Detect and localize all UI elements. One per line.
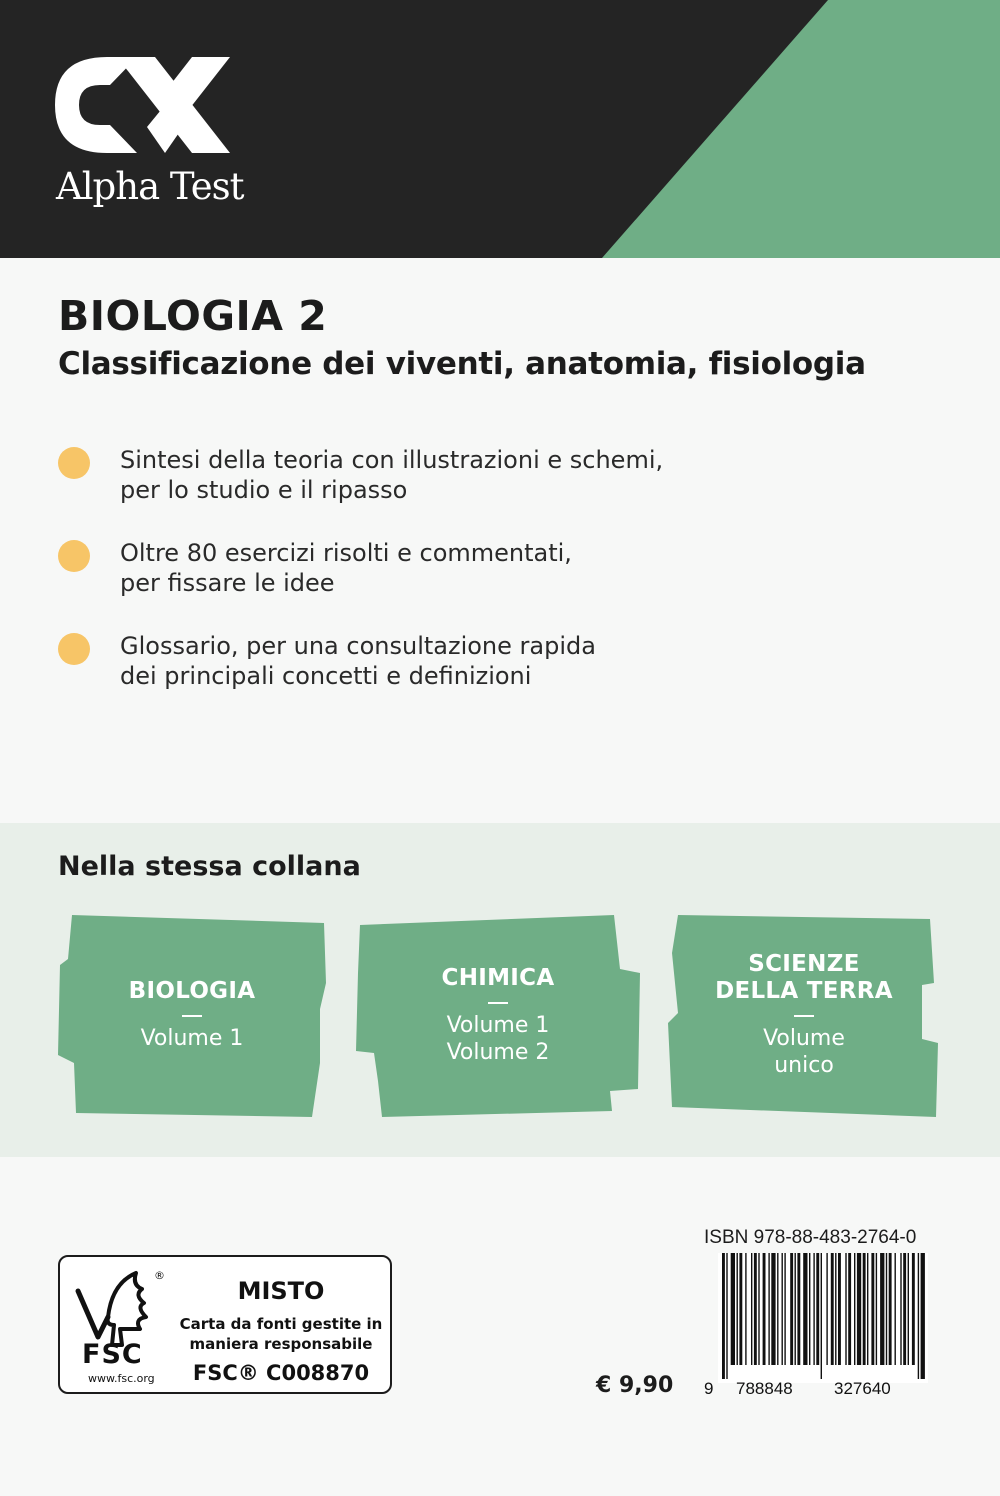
barcode-bar <box>912 1253 915 1365</box>
barcode-bar <box>895 1253 896 1365</box>
book-title: BIOLOGIA 2 <box>58 292 328 340</box>
barcode-bar <box>863 1253 866 1365</box>
card-volume: Volume 2 <box>446 1039 550 1065</box>
barcode-bar <box>809 1253 810 1365</box>
barcode-bar <box>751 1253 752 1365</box>
barcode-digit-first: 9 <box>704 1379 714 1398</box>
barcode-bar <box>831 1253 834 1365</box>
feature-item <box>58 538 758 598</box>
feature-text: dei principali concetti e definizioni <box>120 662 532 690</box>
card-title: SCIENZE <box>748 951 860 977</box>
barcode-bar <box>803 1253 807 1365</box>
barcode-bar <box>726 1253 727 1379</box>
barcode-bar <box>848 1253 851 1365</box>
barcode-bars <box>718 1253 928 1379</box>
barcode-bar <box>816 1253 819 1365</box>
bullet-dot-icon <box>58 540 90 572</box>
barcode-bar <box>737 1253 738 1365</box>
series-card-scienze <box>668 913 940 1117</box>
barcode-bar <box>763 1253 766 1365</box>
barcode-bar <box>880 1253 884 1365</box>
barcode-bar <box>857 1253 861 1365</box>
card-volume: unico <box>774 1053 834 1078</box>
fsc-misto: MISTO <box>237 1277 325 1305</box>
barcode-bar <box>826 1253 827 1365</box>
card-volume: Volume <box>763 1026 845 1051</box>
fsc-code: FSC® C008870 <box>192 1361 370 1385</box>
barcode-bar <box>918 1253 919 1379</box>
barcode-bar <box>886 1253 887 1365</box>
fsc-url: www.fsc.org <box>88 1372 155 1385</box>
barcode-bar <box>784 1253 785 1365</box>
barcode-bar <box>867 1253 868 1365</box>
barcode-bar <box>768 1253 769 1365</box>
fsc-description-line: maniera responsabile <box>189 1335 373 1353</box>
barcode-bar <box>821 1253 822 1379</box>
feature-text: Sintesi della teoria con illustrazioni e schemi, <box>120 446 664 474</box>
barcode-bar <box>758 1253 759 1365</box>
feature-text: per fissare le idee <box>120 569 335 597</box>
barcode-bar <box>921 1253 925 1379</box>
book-subtitle: Classificazione dei viventi, anatomia, fisiologia <box>58 346 866 382</box>
barcode-bar <box>777 1253 778 1365</box>
fsc-label <box>58 1255 392 1394</box>
fsc-description <box>177 1314 385 1354</box>
cover-header <box>0 0 1000 258</box>
barcode-bar <box>813 1253 814 1365</box>
brand-name: Alpha Test <box>56 165 244 208</box>
feature-item <box>58 631 758 691</box>
barcode-bar <box>790 1253 793 1365</box>
bullet-dot-icon <box>58 447 90 479</box>
bullet-dot-icon <box>58 633 90 665</box>
barcode-bar <box>845 1253 846 1365</box>
barcode-bar <box>889 1253 892 1365</box>
registered-mark: ® <box>154 1269 165 1282</box>
alpha-test-logo-icon <box>55 55 230 155</box>
isbn-label: ISBN 978-88-483-2764-0 <box>704 1227 917 1248</box>
fsc-text: FSC <box>82 1339 143 1370</box>
barcode-digits-left: 788848 <box>736 1379 793 1398</box>
barcode-bar <box>745 1253 746 1365</box>
feature-list <box>58 445 758 724</box>
barcode-bar <box>900 1253 901 1365</box>
series-card-biologia <box>58 913 326 1117</box>
barcode-digits-right: 327640 <box>834 1379 891 1398</box>
card-divider <box>488 1002 508 1004</box>
barcode <box>718 1253 928 1383</box>
barcode-bar <box>731 1253 735 1365</box>
card-volume: Volume 1 <box>446 1012 550 1038</box>
card-divider <box>794 1015 814 1017</box>
card-title: CHIMICA <box>441 964 555 991</box>
barcode-bar <box>739 1253 742 1365</box>
barcode-bar <box>771 1253 775 1365</box>
fsc-description-line: Carta da fonti gestite in <box>179 1315 383 1333</box>
series-section <box>0 823 1000 1157</box>
feature-text: Glossario, per una consultazione rapida <box>120 632 596 660</box>
series-card-chimica <box>356 913 640 1117</box>
series-title: Nella stessa collana <box>58 851 361 882</box>
barcode-bar <box>903 1253 906 1365</box>
feature-text: Oltre 80 esercizi risolti e commentati, <box>120 539 572 567</box>
barcode-bar <box>854 1253 855 1365</box>
barcode-bar <box>876 1253 877 1365</box>
barcode-bar <box>722 1253 725 1379</box>
barcode-bar <box>908 1253 909 1365</box>
card-title: DELLA TERRA <box>715 978 893 1004</box>
barcode-bar <box>797 1253 800 1365</box>
price: € 9,90 <box>596 1373 674 1398</box>
feature-item <box>58 445 758 505</box>
card-title: BIOLOGIA <box>128 978 256 1004</box>
barcode-bar <box>835 1253 836 1365</box>
feature-text: per lo studio e il ripasso <box>120 476 408 504</box>
barcode-bar <box>782 1253 783 1365</box>
barcode-bar <box>871 1253 874 1365</box>
barcode-bar <box>838 1253 841 1365</box>
barcode-bar <box>795 1253 796 1365</box>
card-volume: Volume 1 <box>140 1026 244 1051</box>
barcode-bar <box>754 1253 757 1365</box>
card-divider <box>182 1015 202 1017</box>
